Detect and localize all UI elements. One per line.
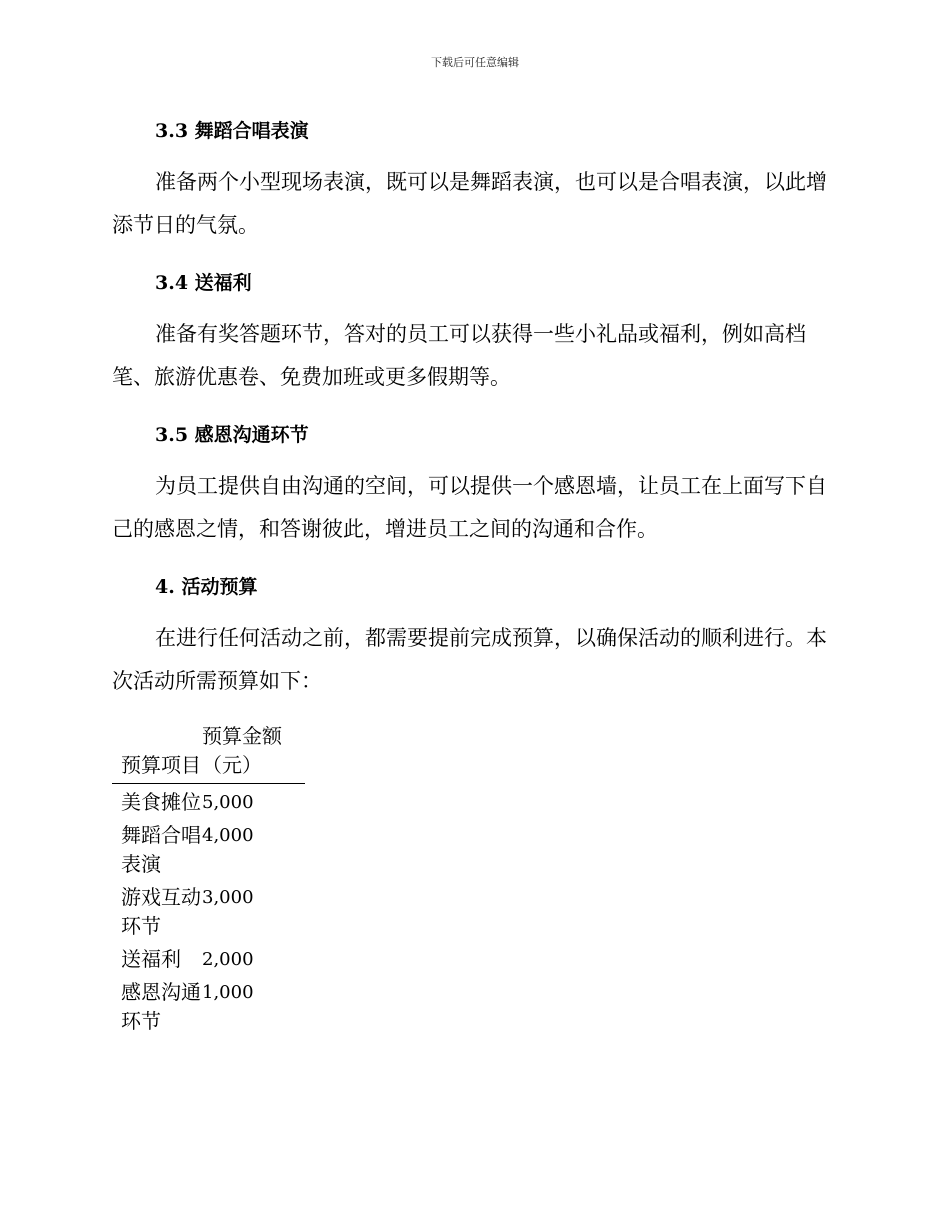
table-row	[112, 883, 305, 941]
budget-item: 感恩沟通环节	[121, 980, 201, 1033]
budget-amount: 1,000	[202, 982, 254, 1003]
section-heading: 3.5 感恩沟通环节	[155, 424, 309, 446]
budget-item: 送福利	[121, 947, 181, 971]
section-paragraph: 准备两个小型现场表演，既可以是舞蹈表演，也可以是合唱表演，以此增添节日的气氛。	[112, 170, 827, 237]
section-paragraph: 为员工提供自由沟通的空间，可以提供一个感恩墙，让员工在上面写下自己的感恩之情，和答谢彼此，增进员工之间的沟通和合作。	[112, 474, 827, 541]
budget-amount: 4,000	[202, 825, 254, 846]
section-paragraph: 在进行任何活动之前，都需要提前完成预算，以确保活动的顺利进行。本次活动所需预算如下：	[112, 626, 827, 693]
section-heading: 3.3 舞蹈合唱表演	[155, 120, 309, 142]
budget-table	[112, 722, 305, 1036]
section-heading: 4. 活动预算	[155, 576, 258, 598]
table-row	[112, 821, 305, 879]
budget-item: 游戏互动环节	[121, 885, 201, 938]
section-paragraph: 准备有奖答题环节，答对的员工可以获得一些小礼品或福利，例如高档笔、旅游优惠卷、免费加班或更多假期等。	[112, 322, 806, 389]
table-row	[112, 978, 305, 1036]
budget-amount: 2,000	[202, 949, 254, 970]
budget-amount: 3,000	[202, 887, 254, 908]
table-row	[112, 945, 305, 974]
budget-item: 美食摊位	[121, 790, 201, 814]
table-row	[112, 788, 305, 817]
page-header: 下载后可任意编辑	[431, 56, 519, 69]
budget-amount: 5,000	[202, 792, 254, 813]
section-heading: 3.4 送福利	[155, 272, 252, 294]
header-amount: 预算金额（元）	[202, 724, 282, 777]
budget-item: 舞蹈合唱表演	[121, 823, 201, 876]
table-header-row	[112, 722, 305, 784]
header-item: 预算项目	[121, 753, 201, 777]
